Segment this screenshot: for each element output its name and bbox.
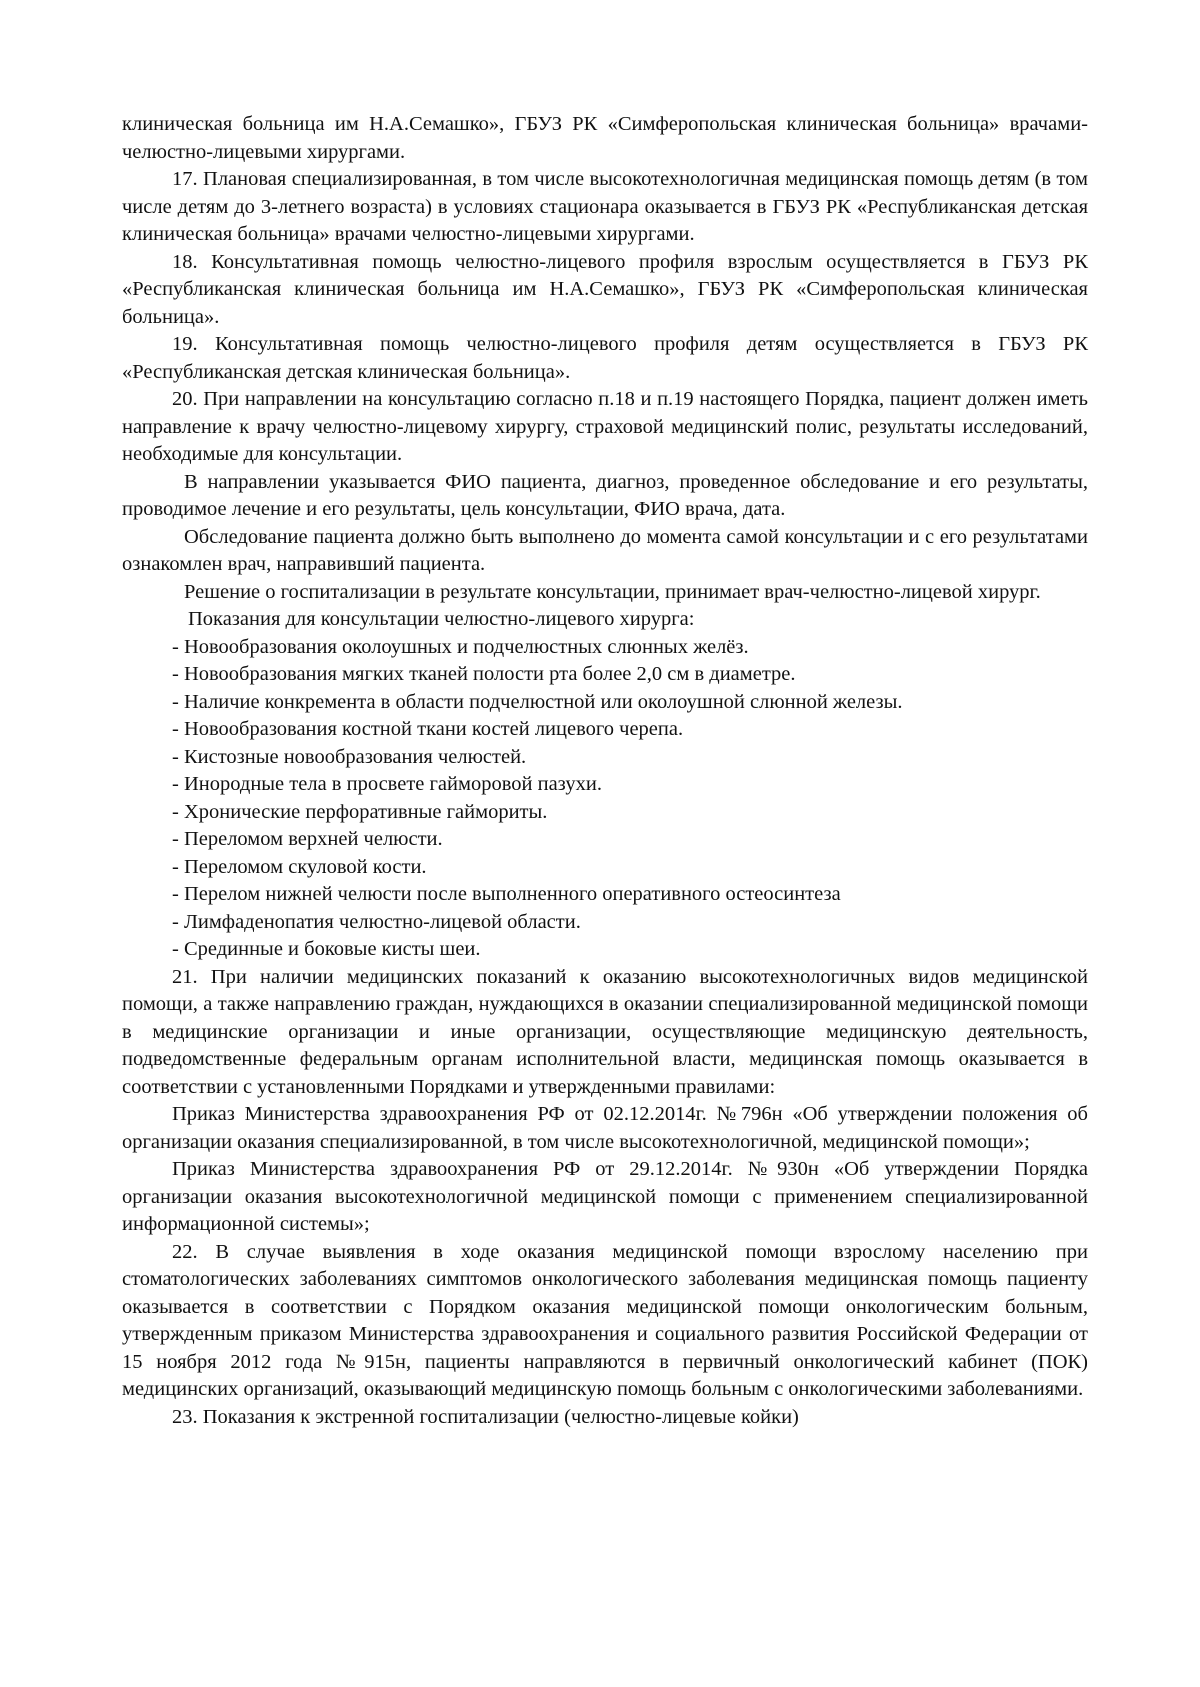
paragraph-referral-content: В направлении указывается ФИО пациента, диагноз, проведенное обследование и его результаты, проводимое лечение и его результаты, цель консультации, ФИО врача, дата. [122, 470, 1088, 520]
list-item: - Перелом нижней челюсти после выполненного оперативного остеосинтеза [172, 883, 841, 905]
paragraph-order-796n: Приказ Министерства здравоохранения РФ от 02.12.2014г. №796н «Об утверждении положения об организации оказания специализированной, в том числе высокотехнологичной, медицинской помощи»; [122, 1103, 1088, 1153]
paragraph-continuation: клиническая больница им Н.А.Семашко», ГБУЗ РК «Симферопольская клиническая больница» врачами-челюстно-лицевыми хирургами. [122, 113, 1088, 163]
list-item: - Новообразования костной ткани костей лицевого черепа. [172, 718, 684, 740]
indications-list [122, 634, 1088, 964]
paragraph-18: 18. Консультативная помощь челюстно-лицевого профиля взрослым осуществляется в ГБУЗ РК «Республиканская клиническая больница им Н.А.Семашко», ГБУЗ РК «Симферопольская клиническая больница». [122, 250, 1088, 328]
list-item: - Новообразования мягких тканей полости рта более 2,0 см в диаметре. [172, 663, 796, 685]
paragraph-19: 19. Консультативная помощь челюстно-лицевого профиля детям осуществляется в ГБУЗ РК «Республиканская детская клиническая больница». [122, 333, 1088, 383]
paragraph-hospitalization-decision: Решение о госпитализации в результате консультации, принимает врач-челюстно-лицевой хирург. [184, 580, 1041, 603]
list-item: - Инородные тела в просвете гайморовой пазухи. [172, 773, 602, 795]
list-item: - Новообразования околоушных и подчелюстных слюнных желёз. [172, 635, 749, 658]
list-item: - Хронические перфоративные гаймориты. [172, 800, 548, 823]
paragraph-17: 17. Плановая специализированная, в том числе высокотехнологичная медицинская помощь детям (в том числе детям до 3-летнего возраста) в условиях стационара оказывается в ГБУЗ РК «Республиканская детская клиническая больница» врачами челюстно-лицевыми хирургами. [122, 168, 1088, 245]
paragraph-order-930n: Приказ Министерства здравоохранения РФ от 29.12.2014г. №930н «Об утверждении Порядка организации оказания высокотехнологичной медицинской помощи с применением специализированной информационной системы»; [122, 1158, 1088, 1235]
document-body [122, 111, 1088, 1431]
indications-title: Показания для консультации челюстно-лицевого хирурга: [188, 608, 695, 630]
paragraph-examination: Обследование пациента должно быть выполнено до момента самой консультации и с его результатами ознакомлен врач, направивший пациента. [122, 525, 1088, 575]
list-item: - Переломом скуловой кости. [172, 855, 427, 878]
list-item: - Кистозные новообразования челюстей. [172, 745, 527, 768]
list-item: - Наличие конкремента в области подчелюстной или околоушной слюнной железы. [172, 690, 903, 713]
list-item: - Лимфаденопатия челюстно-лицевой области. [172, 910, 581, 933]
list-item: - Переломом верхней челюсти. [172, 828, 443, 850]
paragraph-22: 22. В случае выявления в ходе оказания медицинской помощи взрослому населению при стоматологических заболеваниях симптомов онкологического заболевания медицинская помощь пациенту оказывается в соответствии с Порядком оказания медицинской помощи онкологическим больным, утвержденным приказом Министерства здравоохранения и социального развития Российской Федерации от 15 ноября 2012 года №915н, пациенты направляются в первичный онкологический кабинет (ПОК) медицинских организаций, оказывающий медицинскую помощь больным с онкологическими заболеваниями. [122, 1240, 1088, 1400]
paragraph-21: 21. При наличии медицинских показаний к оказанию высокотехнологичных видов медицинской помощи, а также направлению граждан, нуждающихся в оказании специализированной медицинской помощи в медицинские организации и иные организации, осуществляющие медицинскую деятельность, подведомственные федеральным органам исполнительной власти, медицинская помощь оказывается в соответствии с установленными Порядками и утвержденными правилами: [122, 965, 1088, 1098]
paragraph-23: 23. Показания к экстренной госпитализации (челюстно-лицевые койки) [172, 1405, 799, 1428]
list-item: - Срединные и боковые кисты шеи. [172, 938, 481, 960]
paragraph-20: 20. При направлении на консультацию согласно п.18 и п.19 настоящего Порядка, пациент должен иметь направление к врачу челюстно-лицевому хирургу, страховой медицинский полис, результаты исследований, необходимые для консультации. [122, 388, 1088, 465]
